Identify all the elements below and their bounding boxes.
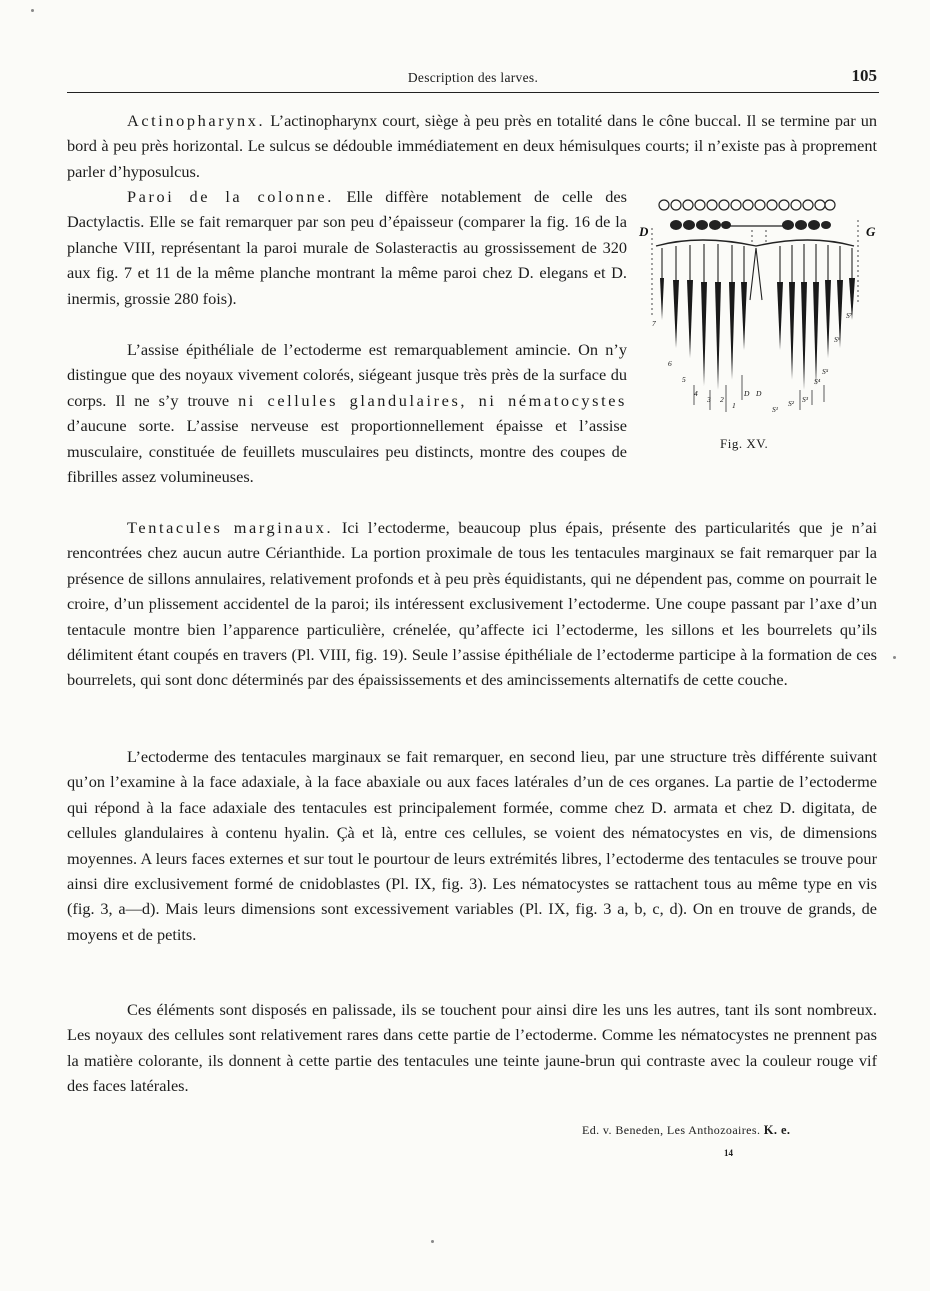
paragraph-text: L’actinopharynx court, siège à peu près en totalité dans le cône buccal. Il se termine par un bord à peu près horizontal. Le sulcus se dédouble immédiatement en deux hémisulques courts; il n’existe pas à proprement parler d’hyposulcus. (67, 111, 877, 181)
figure-label-d2: D (756, 389, 762, 398)
figure-label-7: 7 (652, 319, 656, 328)
figure-label-d: D (639, 224, 649, 239)
figure-label-2: 2 (720, 395, 724, 404)
paper-speck (893, 656, 896, 659)
paragraph-text: L’ectoderme des tentacules marginaux se fait remarquer, en second lieu, par une structure très différente suivant qu’on l’examine à la face adaxiale, à la face abaxiale ou aux faces latérales d’un de ces organes. La partie de l’ectoderme qui répond à la face adaxiale des tentacules est principalement formée, comme chez D. armata et chez D. digitata, de cellules glandulaires à contenu hyalin. Çà et là, entre ces cellules, se voient des nématocystes en vis, de dimensions moyennes. A leurs faces externes et sur tout le pourtour de leurs extrémités libres, l’ectoderme des tentacules se trouve pour ainsi dire exclusivement formé de cnidoblastes (Pl. IX, fig. 3). Les nématocystes se rattachent tous au même type en vis (fig. 3, a—d). Mais leurs dimensions sont excessivement variables (Pl. IX, fig. 3 a, b, c, d). On en trouve de grands, de moyens et de petits. (67, 747, 877, 944)
figure-label-d1: D (744, 389, 750, 398)
figure-label-s3: S³ (802, 395, 808, 404)
footer-credit-text: Ed. v. Beneden, Les Anthozoaires. (582, 1123, 761, 1137)
footer-mark: K. e. (763, 1123, 791, 1137)
section-lead-paroi: Paroi de la colonne. (127, 187, 334, 206)
figure-label-4: 4 (694, 389, 698, 398)
paper-speck (31, 9, 34, 12)
paragraph-tentacules-marginaux (67, 515, 877, 693)
figure-label-3: 3 (707, 395, 711, 404)
figure-diagram (640, 190, 880, 430)
figure-label-6: 6 (668, 359, 672, 368)
paragraph-ectoderme-tentacules (67, 744, 877, 947)
footer-credit (582, 1123, 790, 1138)
section-lead-tentacules: Tentacules marginaux. (127, 518, 334, 537)
figure-label-s1: S¹ (772, 405, 778, 414)
paragraph-assise-epitheliale (67, 337, 627, 489)
figure-label-s7: S⁷ (846, 311, 853, 320)
figure-label-5: 5 (682, 375, 686, 384)
paragraph-text: Elle diffère notablement de celle des Dactylactis. Elle se fait remarquer par son peu d’épaisseur (comparer la fig. 16 de la planche VIII, représentant la paroi murale de Solasteractis au grossissement de 320 aux fig. 7 et 11 de la même planche montrant la même paroi chez D. elegans et D. inermis, grossie 280 fois). (67, 187, 627, 308)
running-title: Description des larves. (407, 70, 539, 85)
figure-xv (640, 190, 880, 460)
figure-label-g: G (866, 224, 876, 239)
figure-label-s5: S⁵ (822, 367, 829, 376)
running-header (67, 64, 879, 93)
figure-label-s2: S² (788, 399, 794, 408)
paragraph-text: d’aucune sorte. L’assise nerveuse est proportionnellement épaisse et l’assise musculaire, constituée de feuillets musculaires peu distincts, montre des coupes de fibrilles assez volumineuses. (67, 416, 627, 487)
figure-label-s4: S⁴ (814, 377, 821, 386)
figure-label-1: 1 (732, 401, 736, 410)
section-lead-actinopharynx: Actinopharynx. (127, 111, 266, 130)
paragraph-elements-palissade (67, 997, 877, 1099)
figure-caption: Fig. XV. (720, 436, 769, 451)
spaced-emphasis: ni cellules glandulaires, ni nématocystes (238, 390, 627, 410)
paragraph-actinopharynx (67, 108, 877, 184)
signature-mark: 14 (724, 1148, 733, 1158)
figure-label-s6: S⁶ (834, 335, 841, 344)
paragraph-text: Ici l’ectoderme, beaucoup plus épais, présente des particularités que je n’ai rencontrées chez aucun autre Cérianthide. La portion proximale de tous les tentacules marginaux se fait remarquer par la présence de sillons annulaires, relativement profonds et à peu près équidistants, qui ne dépendent pas, comme on pourrait le croire, d’un plissement accidentel de la paroi; ils intéressent exclusivement l’ectoderme. Une coupe passant par l’axe d’un tentacule montre bien l’apparence particulière, crénelée, qu’affecte ici l’ectoderme, les sillons et les bourrelets qu’ils délimitent étant coupés en travers (Pl. VIII, fig. 19). Seule l’assise épithéliale de l’ectoderme participe à la formation de ces bourrelets, qui sont donc déterminés par des épaississements et des amincissements alternatifs de cette couche. (67, 518, 877, 690)
page-number: 105 (851, 66, 877, 85)
paragraph-text: L’assise épithéliale de l’ectoderme est remarquablement amincie. On n’y distingue que des noyaux vivement colorés, siégeant jusque très près de la surface du corps. Il ne s’y trouve (67, 340, 627, 410)
paper-speck (431, 1240, 434, 1243)
paragraph-text: Ces éléments sont disposés en palissade, ils se touchent pour ainsi dire les uns les autres, tant ils sont nombreux. Les noyaux des cellules sont relativement rares dans cette partie de l’ectoderme. Comme les nématocystes ne prennent pas la matière colorante, ils donnent à cette partie des tentacules une teinte jaune-brun qui contraste avec la couleur rouge vif des faces latérales. (67, 1000, 877, 1096)
paragraph-paroi-colonne (67, 184, 627, 311)
